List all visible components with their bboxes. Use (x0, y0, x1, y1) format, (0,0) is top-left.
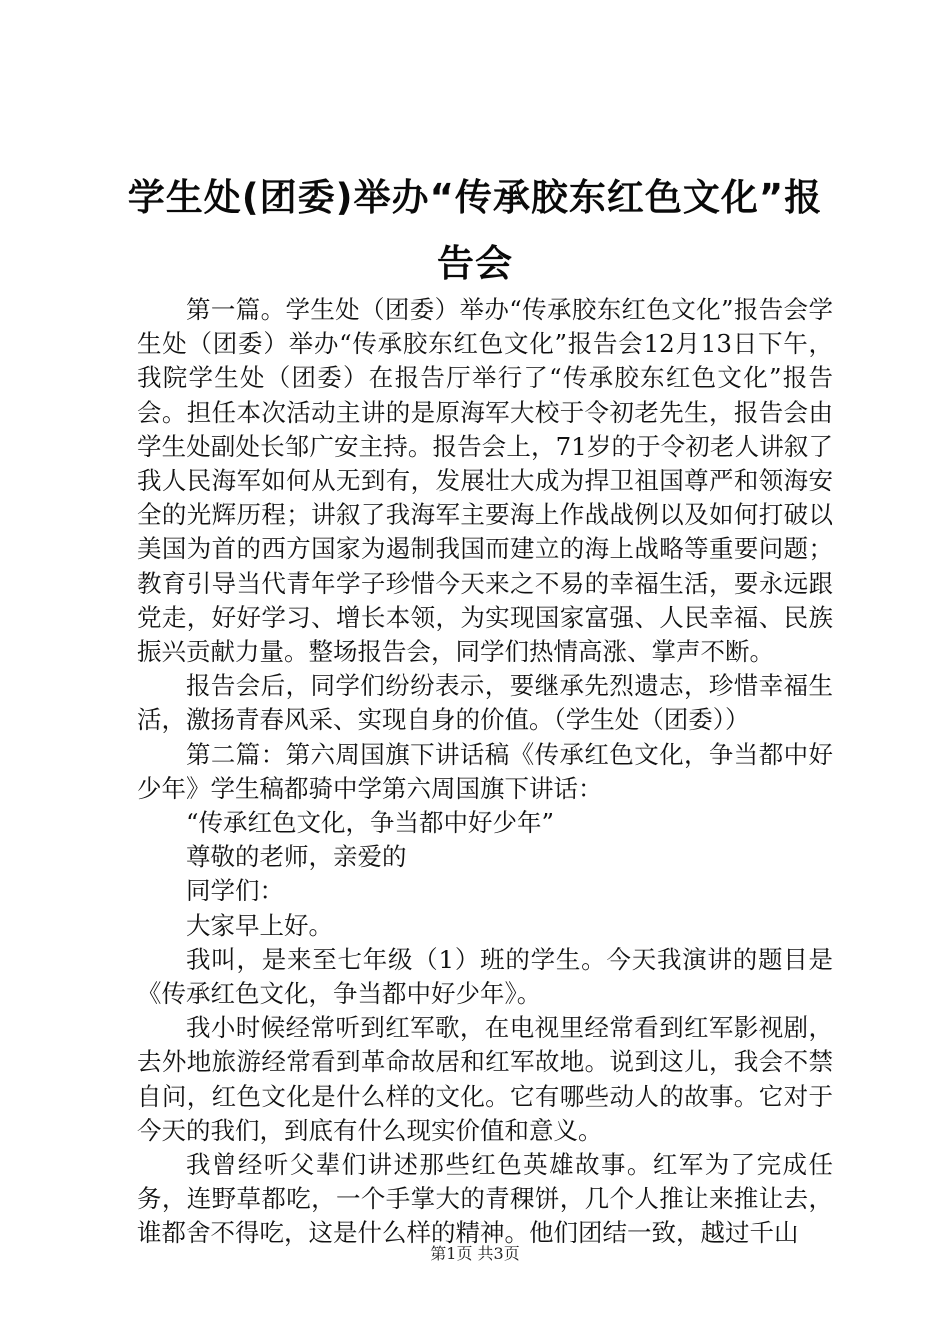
paragraph-3: 第二篇：第六周国旗下讲话稿《传承红色文化，争当都中好少年》学生稿都骑中学第六周国旗下讲话： (137, 739, 833, 803)
salutation-line: 尊敬的老师，亲爱的 (186, 842, 407, 872)
paragraph-2: 报告会后，同学们纷纷表示，要继承先烈遗志，珍惜幸福生活，激扬青春风采、实现自身的价值。（学生处（团委）） (137, 671, 833, 735)
paragraph-childhood: 我小时候经常听到红军歌，在电视里经常看到红军影视剧，去外地旅游经常看到革命故居和红军故地。说到这儿，我会不禁自问，红色文化是什么样的文化。它有哪些动人的故事。它对于今天的我们，到底有什么现实价值和意义。 (137, 1013, 833, 1145)
salutation-line-2: 同学们： (186, 876, 284, 906)
paragraph-stories: 我曾经听父辈们讲述那些红色英雄故事。红军为了完成任务，连野草都吃，一个手掌大的青稞饼，几个人推让来推让去，谁都舍不得吃，这是什么样的精神。他们团结一致，越过千山 (137, 1150, 833, 1248)
page-footer: 第1页 共3页 (430, 1244, 520, 1263)
greeting-line: 大家早上好。 (186, 910, 333, 940)
speech-title-line: “传承红色文化，争当都中好少年” (186, 808, 555, 838)
document-body (137, 293, 833, 1251)
document-title: 学生处(团委)举办“传承胶东红色文化”报告会 (127, 176, 823, 285)
paragraph-intro: 我叫，是来至七年级（1）班的学生。今天我演讲的题目是《传承红色文化，争当都中好少年》。 (137, 944, 833, 1009)
paragraph-1: 第一篇。学生处（团委）举办“传承胶东红色文化”报告会学生处（团委）举办“传承胶东红色文化”报告会12月13日下午，我院学生处（团委）在报告厅举行了“传承胶东红色文化”报告会。担任本次活动主讲的是原海军大校于令初老先生，报告会由学生处副处长邹广安主持。报告会上，71岁的于令初老人讲叙了我人民海军如何从无到有，发展壮大成为捍卫祖国尊严和领海安全的光辉历程；讲叙了我海军主要海上作战战例以及如何打破以美国为首的西方国家为遏制我国而建立的海上战略等重要问题；教育引导当代青年学子珍惜今天来之不易的幸福生活，要永远跟党走，好好学习、增长本领，为实现国家富强、人民幸福、民族振兴贡献力量。整场报告会，同学们热情高涨、掌声不断。 (137, 295, 833, 667)
